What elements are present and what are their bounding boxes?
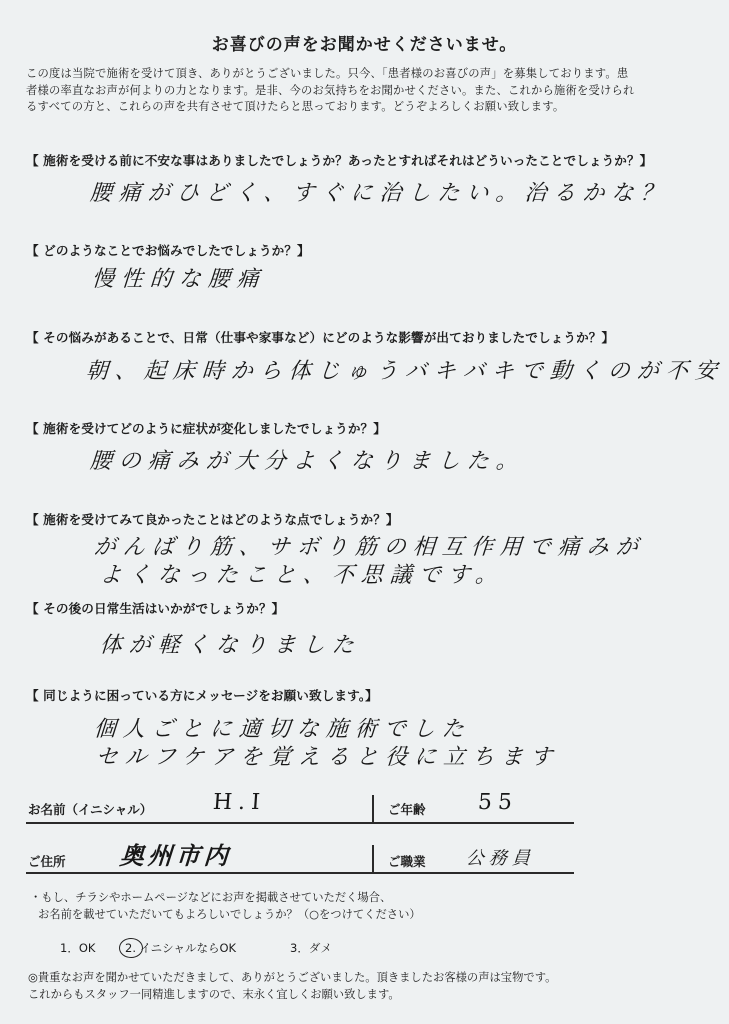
question-2: 【 どのようなことでお悩みでしたでしょうか？】 <box>26 243 310 258</box>
intro-paragraph <box>26 66 716 116</box>
question-6: 【 その後の日常生活はいかがでしょうか？】 <box>26 601 285 616</box>
answer-1-line-1: 腰痛がひどく、すぐに治したい。治るかな？ <box>88 181 671 206</box>
consent-line: お名前を載せていただいてもよろしいでしょうか？（○をつけてください） <box>38 908 421 921</box>
question-4: 【 施術を受けてどのように症状が変化しましたでしょうか？】 <box>26 421 386 436</box>
option-ok[interactable]: 1．OK <box>60 941 96 955</box>
answer-7-line-2: セルフケアを覚えると役に立ちます <box>94 745 561 770</box>
intro-line: この度は当院で施術を受けて頂き、ありがとうございました。只今、「患者様のお喜びの声」を募集しております。患 <box>26 67 629 80</box>
form-row-line <box>26 872 574 874</box>
answer-5-line-2: よくなったこと、不思議です。 <box>98 563 505 588</box>
option-initials-number: 2. <box>125 941 140 955</box>
answer-6-line-1: 体が軽くなりました <box>98 633 362 658</box>
name-label: お名前（イニシャル） <box>28 802 153 817</box>
answer-3-line-1: 朝、起床時から体じゅうバキバキで動くのが不安 <box>84 359 725 384</box>
question-1: 【 施術を受ける前に不安な事はありましたでしょうか？あったとすればそれはどういったことでしょうか？】 <box>26 153 653 168</box>
option-no[interactable]: 3．ダメ <box>290 941 332 955</box>
name-value: H.I <box>212 790 267 815</box>
footer-line: これからもスタッフ一同精進しますので、末永く宜しくお願い致します。 <box>28 988 400 1001</box>
answer-7-line-1: 個人ごとに適切な施術でした <box>92 717 472 742</box>
page-title: お喜びの声をお聞かせくださいませ。 <box>211 35 518 55</box>
answer-4-line-1: 腰の痛みが大分よくなりました。 <box>88 449 526 474</box>
intro-line: 者様の率直なお声が何よりの力となります。是非、今のお気持ちをお聞かせください。また、これから施術を受けられ <box>26 83 635 97</box>
question-3: 【 その悩みがあることで、日常（仕事や家事など）にどのような影響が出ておりましたでしょうか？】 <box>26 330 615 345</box>
address-value: 奥州市内 <box>118 841 233 870</box>
selection-circle <box>119 938 143 958</box>
job-value: 公務員 <box>465 848 536 869</box>
job-label: ご職業 <box>388 854 426 869</box>
form-row-line <box>26 822 574 824</box>
consent-line: ・もし、チラシやホームページなどにお声を掲載させていただく場合、 <box>30 891 392 904</box>
form-divider <box>372 795 374 823</box>
answer-5-line-1: がんばり筋、サボり筋の相互作用で痛みが <box>92 535 646 560</box>
question-5: 【 施術を受けてみて良かったことはどのような点でしょうか？】 <box>26 512 399 527</box>
age-value: 55 <box>477 790 519 815</box>
answer-2-line-1: 慢性的な腰痛 <box>90 267 267 292</box>
address-label: ご住所 <box>28 854 66 869</box>
option-initials-text: イニシャルならOK <box>139 941 237 955</box>
footer-line: ◎貴重なお声を聞かせていただきまして、ありがとうございました。頂きましたお客様の声は宝物です。 <box>28 971 557 984</box>
question-7: 【 同じように困っている方にメッセージをお願い致します。】 <box>26 688 378 703</box>
age-label: ご年齢 <box>388 802 426 817</box>
form-divider <box>372 845 374 873</box>
intro-line: るすべての方と、これらの声を共有させて頂けたらと思っております。どうぞよろしくお願い致します。 <box>26 100 565 113</box>
option-initials-ok[interactable] <box>125 940 236 956</box>
